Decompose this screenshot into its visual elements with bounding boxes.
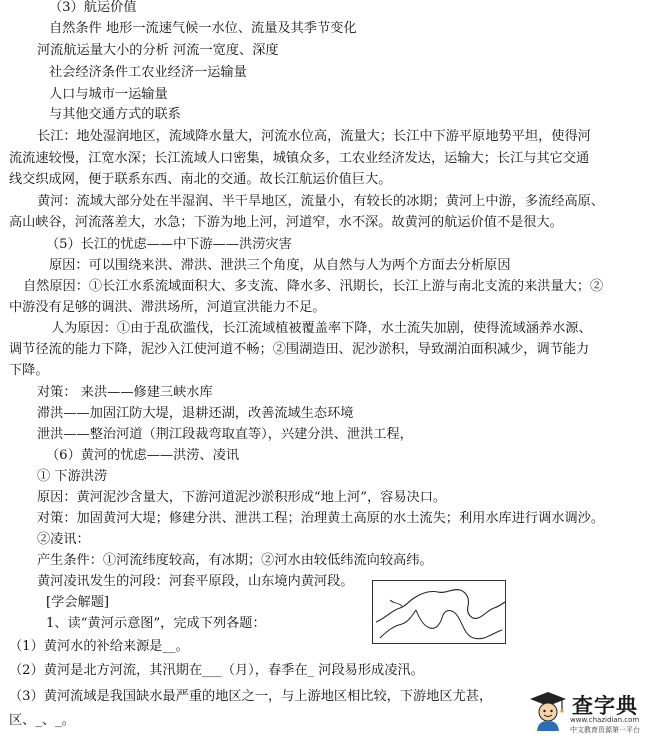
yellow-river-map xyxy=(372,580,506,644)
text-line: [学会解题] xyxy=(46,595,110,610)
text-line: （6）黄河的忧虑——洪涝、凌讯 xyxy=(46,448,240,463)
text-line: 1、读“黄河示意图”，完成下列各题： xyxy=(46,616,266,631)
text-line: 自然条件 地形一流速气候一水位、流量及其季节变化 xyxy=(49,21,357,36)
text-line: 滞洪——加固江防大堤，退耕还湖，改善流域生态环境 xyxy=(37,406,354,421)
text-line: 泄洪——整治河道（荆江段裁弯取直等），兴建分洪、泄洪工程， xyxy=(37,427,413,442)
text-line: （3）航运价值 xyxy=(49,0,137,15)
text-line: 线交织成网，便于联系东西、南北的交通。故长江航运价值巨大。 xyxy=(9,172,392,187)
logo-tagline: 中文教育资源第一平台 xyxy=(570,726,640,734)
text-line: （5）长江的忧虑——中下游——洪涝灾害 xyxy=(46,237,292,252)
text-line: （1）黄河水的补给来源是__。 xyxy=(9,639,189,654)
scholar-mascot-icon xyxy=(528,690,568,732)
text-line: 河流航运量大小的分析 河流一宽度、深度 xyxy=(37,43,279,58)
text-line: 黄河：流域大部分处在半湿润、半干旱地区，流量小，有较长的冰期；黄河上中游，多流经高原、 xyxy=(37,194,605,209)
text-line: 下降。 xyxy=(9,363,49,378)
text-line: 区、_、_。 xyxy=(9,713,75,728)
chazidian-logo xyxy=(526,688,648,734)
text-line: （2）黄河是北方河流，其汛期在___（月），春季在_ 河段易形成凌汛。 xyxy=(9,663,424,678)
text-line: 中游没有足够的调洪、滞洪场所，河道宣洪能力不足。 xyxy=(9,300,326,315)
text-line: 流流速较慢，江宽水深；长江流域人口密集，城镇众多，工农业经济发达，运输大；长江与其它交通 xyxy=(9,151,590,166)
text-line: 调节径流的能力下降，泥沙入江使河道不畅；②围湖造田、泥沙淤积，导致湖泊面积减少，调节能力 xyxy=(9,342,590,357)
text-line: 原因：可以围绕来洪、滞洪、泄洪三个角度，从自然与人为两个方面去分析原因 xyxy=(49,258,511,273)
logo-title: 查字典 xyxy=(572,694,638,718)
text-line: 产生条件：①河流纬度较高，有冰期；②河水由较低纬流向较高纬。 xyxy=(37,553,433,568)
text-line: 原因：黄河泥沙含量大，下游河道泥沙淤积形成“地上河”，容易决口。 xyxy=(37,490,447,505)
text-line: 高山峡谷，河流落差大，水急；下游为地上河，河道窄，水不深。故黄河的航运价值不是很大。 xyxy=(9,215,563,230)
text-line: 黄河凌讯发生的河段：河套平原段，山东境内黄河段。 xyxy=(37,574,354,589)
text-line: （3）黄河流域是我国缺水最严重的地区之一，与上游地区相比较，下游地区尤甚， xyxy=(9,689,493,704)
text-line: 长江：地处湿润地区，流域降水量大，河流水位高，流量大；长江中下游平原地势平坦，使得河 xyxy=(37,129,591,144)
text-line: 人为原因：①由于乱砍滥伐，长江流域植被覆盖率下降，水土流失加剧，使得流域涵养水源、 xyxy=(51,321,592,336)
logo-url: www.chazidian.com xyxy=(570,716,640,724)
text-line: 人口与城市一运输量 xyxy=(49,87,168,102)
text-line: 对策： 来洪——修建三峡水库 xyxy=(37,385,213,400)
text-line: 与其他交通方式的联系 xyxy=(49,107,181,122)
text-line: 对策：加固黄河大堤；修建分洪、泄洪工程；治理黄土高原的水土流失；利用水库进行调水调沙。 xyxy=(37,511,605,526)
text-line: 社会经济条件工农业经济一运输量 xyxy=(49,65,247,80)
text-line: ②凌讯： xyxy=(37,532,90,547)
text-line: ① 下游洪涝 xyxy=(37,469,108,484)
text-line: 自然原因：①长江水系流域面积大、多支流、降水多、汛期长，长江上游与南北支流的来洪量大；② xyxy=(23,279,604,294)
